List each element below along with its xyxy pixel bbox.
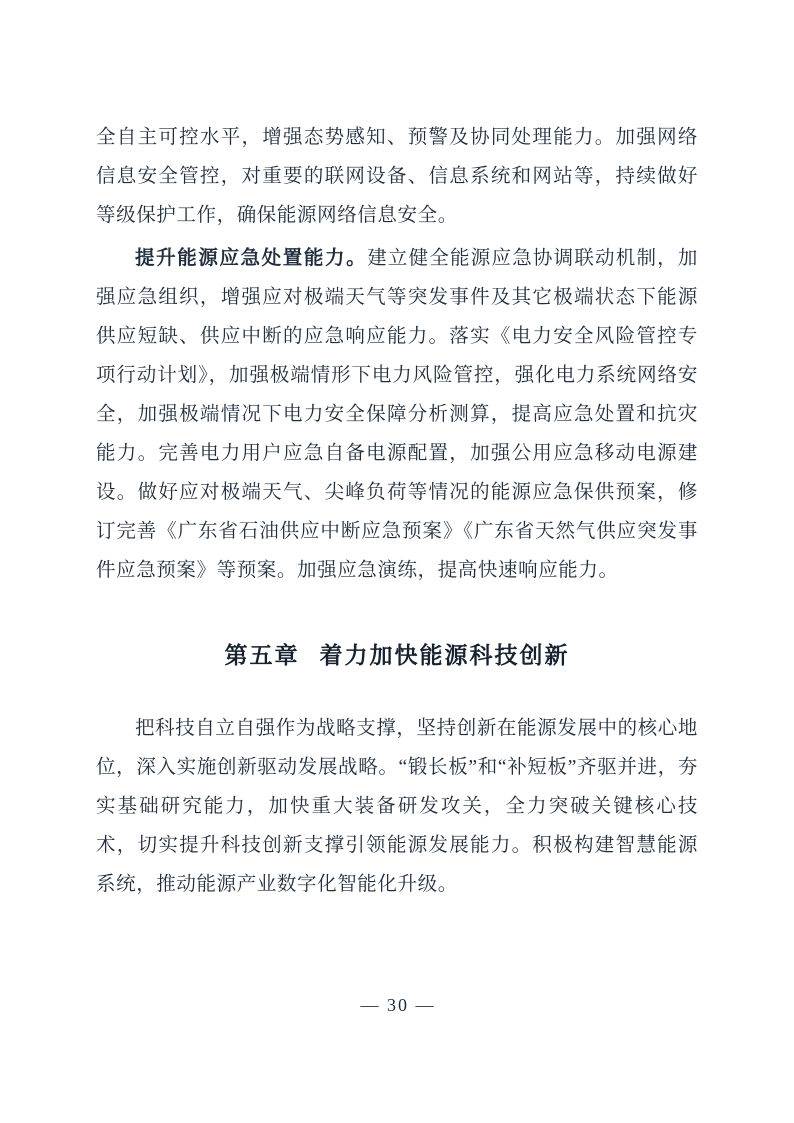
paragraph-emergency-response-text: 建立健全能源应急协调联动机制，加强应急组织，增强应对极端天气等突发事件及其它极端状态下能源供应短缺、供应中断的应急响应能力。落实《电力安全风险管控专项行动计划》，加强极端情形下电力风险管控，强化电力系统网络安全，加强极端情况下电力安全保障分析测算，提高应急处置和抗灾能力。完善电力用户应急自备电源配置，加强公用应急移动电源建设。做好应对极端天气、尖峰负荷等情况的能源应急保供预案，修订完善《广东省石油供应中断应急预案》《广东省天然气供应突发事件应急预案》等预案。加强应急演练，提高快速响应能力。	[96, 248, 698, 581]
page-number: — 30 —	[360, 995, 436, 1015]
paragraph-network-security: 全自主可控水平，增强态势感知、预警及协同处理能力。加强网络信息安全管控，对重要的联网设备、信息系统和网站等，持续做好等级保护工作，确保能源网络信息安全。	[96, 127, 698, 226]
page-footer	[0, 995, 794, 1016]
chapter-title: 着力加快能源科技创新	[319, 643, 570, 668]
paragraph-emergency-response	[96, 239, 698, 590]
chapter-heading	[96, 636, 698, 675]
page-body	[96, 118, 698, 904]
paragraph-lead-in: 提升能源应急处置能力。	[135, 248, 368, 269]
paragraph-chapter-intro: 把科技自立自强作为战略支撑，坚持创新在能源发展中的核心地位，深入实施创新驱动发展战略。“锻长板”和“补短板”齐驱并进，夯实基础研究能力，加快重大装备研发攻关，全力突破关键核心技术，切实提升科技创新支撑引领能源发展能力。积极构建智慧能源系统，推动能源产业数字化智能化升级。	[96, 718, 698, 895]
chapter-number: 第五章	[224, 643, 300, 668]
